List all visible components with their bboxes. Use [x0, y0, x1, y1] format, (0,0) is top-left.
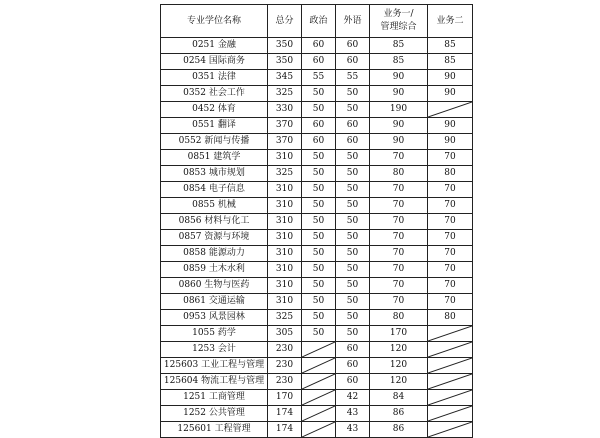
table-row: [161, 134, 473, 150]
major-cell: 0452 体育: [161, 102, 268, 118]
header-language: 外语: [336, 5, 370, 38]
total-cell: 370: [268, 134, 302, 150]
total-cell: 310: [268, 246, 302, 262]
total-cell: 230: [268, 374, 302, 390]
language-cell: 60: [336, 54, 370, 70]
language-cell: 50: [336, 86, 370, 102]
business1-cell: 84: [370, 390, 428, 406]
not-applicable-slash: [302, 342, 335, 357]
table-row: [161, 262, 473, 278]
language-cell: 50: [336, 326, 370, 342]
politics-cell: 50: [302, 262, 336, 278]
language-cell: 50: [336, 246, 370, 262]
politics-cell: 50: [302, 214, 336, 230]
total-cell: 310: [268, 182, 302, 198]
total-cell: 310: [268, 262, 302, 278]
politics-cell: 60: [302, 134, 336, 150]
business1-cell: 120: [370, 342, 428, 358]
not-applicable-slash: [302, 390, 335, 405]
business2-cell: 85: [428, 38, 473, 54]
major-cell: 0854 电子信息: [161, 182, 268, 198]
business2-cell: [428, 102, 473, 118]
language-cell: 55: [336, 70, 370, 86]
table-row: [161, 182, 473, 198]
major-cell: 0855 机械: [161, 198, 268, 214]
header-business1: [370, 5, 428, 38]
business1-cell: 170: [370, 326, 428, 342]
politics-cell: 60: [302, 118, 336, 134]
total-cell: 174: [268, 406, 302, 422]
language-cell: 42: [336, 390, 370, 406]
table-row: [161, 422, 473, 438]
language-cell: 60: [336, 134, 370, 150]
language-cell: 50: [336, 198, 370, 214]
major-cell: 0552 新闻与传播: [161, 134, 268, 150]
business1-cell: 70: [370, 214, 428, 230]
major-cell: 0251 金融: [161, 38, 268, 54]
business1-cell: 70: [370, 246, 428, 262]
business2-cell: [428, 358, 473, 374]
business1-cell: 70: [370, 278, 428, 294]
not-applicable-slash: [302, 358, 335, 373]
not-applicable-slash: [428, 342, 472, 357]
total-cell: 350: [268, 38, 302, 54]
business1-cell: 85: [370, 38, 428, 54]
major-cell: 0856 材料与化工: [161, 214, 268, 230]
major-cell: 0858 能源动力: [161, 246, 268, 262]
score-table: [160, 4, 473, 438]
business2-cell: 70: [428, 230, 473, 246]
language-cell: 50: [336, 182, 370, 198]
business2-cell: 90: [428, 118, 473, 134]
total-cell: 305: [268, 326, 302, 342]
total-cell: 230: [268, 358, 302, 374]
table-row: [161, 390, 473, 406]
business2-cell: 70: [428, 262, 473, 278]
business1-cell: 90: [370, 70, 428, 86]
politics-cell: 60: [302, 38, 336, 54]
business1-cell: 120: [370, 358, 428, 374]
major-cell: 0953 风景园林: [161, 310, 268, 326]
business1-cell: 190: [370, 102, 428, 118]
politics-cell: 50: [302, 294, 336, 310]
major-cell: 0851 建筑学: [161, 150, 268, 166]
major-cell: 0254 国际商务: [161, 54, 268, 70]
business2-cell: 90: [428, 70, 473, 86]
politics-cell: 50: [302, 326, 336, 342]
business2-cell: 90: [428, 86, 473, 102]
business2-cell: 70: [428, 182, 473, 198]
business1-cell: 90: [370, 86, 428, 102]
table-row: [161, 118, 473, 134]
total-cell: 325: [268, 166, 302, 182]
business2-cell: 70: [428, 214, 473, 230]
table-row: [161, 198, 473, 214]
table-row: [161, 70, 473, 86]
not-applicable-slash: [428, 102, 472, 117]
business1-cell: 120: [370, 374, 428, 390]
business2-cell: 70: [428, 294, 473, 310]
business2-cell: [428, 406, 473, 422]
politics-cell: [302, 406, 336, 422]
business1-cell: 86: [370, 422, 428, 438]
business2-cell: [428, 342, 473, 358]
politics-cell: 50: [302, 150, 336, 166]
total-cell: 310: [268, 198, 302, 214]
language-cell: 50: [336, 278, 370, 294]
header-total: 总分: [268, 5, 302, 38]
business1-cell: 70: [370, 198, 428, 214]
table-row: [161, 38, 473, 54]
total-cell: 310: [268, 214, 302, 230]
not-applicable-slash: [302, 374, 335, 389]
language-cell: 60: [336, 358, 370, 374]
not-applicable-slash: [428, 326, 472, 341]
business2-cell: 70: [428, 278, 473, 294]
major-cell: 1055 药学: [161, 326, 268, 342]
politics-cell: [302, 390, 336, 406]
total-cell: 325: [268, 86, 302, 102]
language-cell: 43: [336, 406, 370, 422]
major-cell: 0853 城市规划: [161, 166, 268, 182]
table-row: [161, 246, 473, 262]
total-cell: 350: [268, 54, 302, 70]
total-cell: 370: [268, 118, 302, 134]
politics-cell: 60: [302, 54, 336, 70]
major-cell: 0857 资源与环境: [161, 230, 268, 246]
business1-cell: 70: [370, 230, 428, 246]
not-applicable-slash: [302, 406, 335, 421]
total-cell: 310: [268, 294, 302, 310]
politics-cell: 50: [302, 198, 336, 214]
business1-cell: 85: [370, 54, 428, 70]
major-cell: 0861 交通运输: [161, 294, 268, 310]
not-applicable-slash: [428, 358, 472, 373]
language-cell: 50: [336, 166, 370, 182]
politics-cell: 50: [302, 102, 336, 118]
header-row: [161, 5, 473, 38]
table-row: [161, 294, 473, 310]
politics-cell: [302, 342, 336, 358]
total-cell: 325: [268, 310, 302, 326]
language-cell: 50: [336, 262, 370, 278]
table-row: [161, 102, 473, 118]
politics-cell: 50: [302, 310, 336, 326]
language-cell: 43: [336, 422, 370, 438]
business1-cell: 80: [370, 166, 428, 182]
politics-cell: 50: [302, 246, 336, 262]
language-cell: 60: [336, 374, 370, 390]
table-row: [161, 214, 473, 230]
politics-cell: 55: [302, 70, 336, 86]
table-row: [161, 342, 473, 358]
business2-cell: 70: [428, 198, 473, 214]
language-cell: 50: [336, 102, 370, 118]
major-cell: 125601 工程管理: [161, 422, 268, 438]
table-row: [161, 230, 473, 246]
business2-cell: 80: [428, 310, 473, 326]
total-cell: 345: [268, 70, 302, 86]
total-cell: 174: [268, 422, 302, 438]
table-row: [161, 406, 473, 422]
business2-cell: [428, 390, 473, 406]
politics-cell: [302, 422, 336, 438]
language-cell: 60: [336, 38, 370, 54]
header-politics: 政治: [302, 5, 336, 38]
language-cell: 60: [336, 118, 370, 134]
business1-cell: 70: [370, 294, 428, 310]
business2-cell: 70: [428, 150, 473, 166]
table-row: [161, 310, 473, 326]
not-applicable-slash: [428, 374, 472, 389]
business2-cell: 80: [428, 166, 473, 182]
total-cell: 170: [268, 390, 302, 406]
header-business1-text: 业务一/ 管理综合: [380, 9, 417, 32]
header-business2: 业务二: [428, 5, 473, 38]
major-cell: 0352 社会工作: [161, 86, 268, 102]
total-cell: 310: [268, 278, 302, 294]
business2-cell: [428, 326, 473, 342]
politics-cell: 50: [302, 182, 336, 198]
language-cell: 50: [336, 294, 370, 310]
major-cell: 0859 土木水利: [161, 262, 268, 278]
language-cell: 50: [336, 230, 370, 246]
business2-cell: 90: [428, 134, 473, 150]
business1-cell: 70: [370, 182, 428, 198]
table-row: [161, 326, 473, 342]
business2-cell: [428, 374, 473, 390]
not-applicable-slash: [428, 406, 472, 421]
business2-cell: [428, 422, 473, 438]
language-cell: 50: [336, 150, 370, 166]
politics-cell: [302, 374, 336, 390]
business2-cell: 70: [428, 246, 473, 262]
table-row: [161, 166, 473, 182]
table-row: [161, 374, 473, 390]
table-row: [161, 86, 473, 102]
politics-cell: [302, 358, 336, 374]
business1-cell: 86: [370, 406, 428, 422]
major-cell: 0551 翻译: [161, 118, 268, 134]
politics-cell: 50: [302, 86, 336, 102]
not-applicable-slash: [428, 390, 472, 405]
table-row: [161, 358, 473, 374]
not-applicable-slash: [302, 422, 335, 437]
major-cell: 0860 生物与医药: [161, 278, 268, 294]
major-cell: 125604 物流工程与管理: [161, 374, 268, 390]
business1-cell: 70: [370, 262, 428, 278]
business1-cell: 70: [370, 150, 428, 166]
total-cell: 330: [268, 102, 302, 118]
header-major: 专业学位名称: [161, 5, 268, 38]
total-cell: 310: [268, 150, 302, 166]
major-cell: 125603 工业工程与管理: [161, 358, 268, 374]
table-row: [161, 150, 473, 166]
business1-cell: 90: [370, 134, 428, 150]
language-cell: 50: [336, 214, 370, 230]
total-cell: 310: [268, 230, 302, 246]
table-row: [161, 278, 473, 294]
not-applicable-slash: [428, 422, 472, 437]
major-cell: 1253 会计: [161, 342, 268, 358]
politics-cell: 50: [302, 278, 336, 294]
politics-cell: 50: [302, 166, 336, 182]
total-cell: 230: [268, 342, 302, 358]
table-row: [161, 54, 473, 70]
business1-cell: 80: [370, 310, 428, 326]
politics-cell: 50: [302, 230, 336, 246]
business1-cell: 90: [370, 118, 428, 134]
language-cell: 60: [336, 342, 370, 358]
business2-cell: 85: [428, 54, 473, 70]
language-cell: 50: [336, 310, 370, 326]
major-cell: 1251 工商管理: [161, 390, 268, 406]
major-cell: 0351 法律: [161, 70, 268, 86]
major-cell: 1252 公共管理: [161, 406, 268, 422]
